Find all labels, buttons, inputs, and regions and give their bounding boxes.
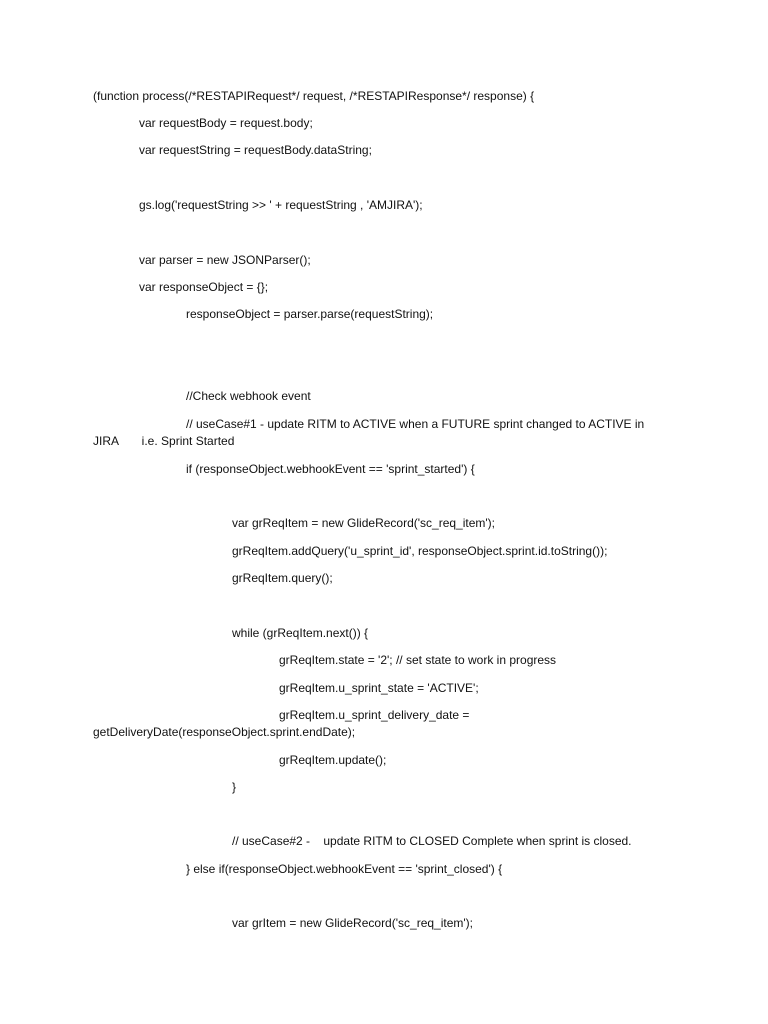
code-line-else-if-sprint-closed: } else if(responseObject.webhookEvent == 'sprint_closed') {: [186, 862, 503, 876]
code-line-set-state: grReqItem.state = '2'; // set state to work in progress: [279, 653, 557, 667]
code-line-gr-req-item: var grReqItem = new GlideRecord('sc_req_item');: [232, 516, 496, 530]
code-line-close-brace: }: [232, 780, 237, 794]
code-line-delivery-date-cont: getDeliveryDate(responseObject.sprint.endDate);: [93, 725, 356, 739]
code-line-request-string: var requestString = requestBody.dataString;: [139, 143, 372, 157]
code-line-delivery-date: grReqItem.u_sprint_delivery_date =: [279, 708, 470, 722]
code-line-parser: var parser = new JSONParser();: [139, 253, 311, 267]
code-line-gr-item: var grItem = new GlideRecord('sc_req_item');: [232, 916, 474, 930]
code-line-comment-usecase1-cont: JIRA i.e. Sprint Started: [93, 434, 235, 448]
code-line-update: grReqItem.update();: [279, 753, 387, 767]
code-line-gs-log: gs.log('requestString >> ' + requestString , 'AMJIRA');: [139, 198, 423, 212]
code-line-comment-usecase2: // useCase#2 - update RITM to CLOSED Complete when sprint is closed.: [232, 834, 632, 848]
code-line-response-object: var responseObject = {};: [139, 280, 269, 294]
code-line-parse: responseObject = parser.parse(requestString);: [186, 307, 434, 321]
code-line-request-body: var requestBody = request.body;: [139, 116, 313, 130]
code-line-comment-usecase1: // useCase#1 - update RITM to ACTIVE when a FUTURE sprint changed to ACTIVE in: [186, 417, 645, 431]
code-line-while: while (grReqItem.next()) {: [232, 626, 369, 640]
code-line-sprint-state: grReqItem.u_sprint_state = 'ACTIVE';: [279, 681, 479, 695]
code-line-function-header: (function process(/*RESTAPIRequest*/ request, /*RESTAPIResponse*/ response) {: [93, 89, 535, 103]
code-line-query: grReqItem.query();: [232, 571, 333, 585]
code-line-comment-webhook: //Check webhook event: [186, 389, 311, 403]
code-line-if-sprint-started: if (responseObject.webhookEvent == 'sprint_started') {: [186, 462, 475, 476]
code-line-add-query: grReqItem.addQuery('u_sprint_id', responseObject.sprint.id.toString());: [232, 544, 608, 558]
